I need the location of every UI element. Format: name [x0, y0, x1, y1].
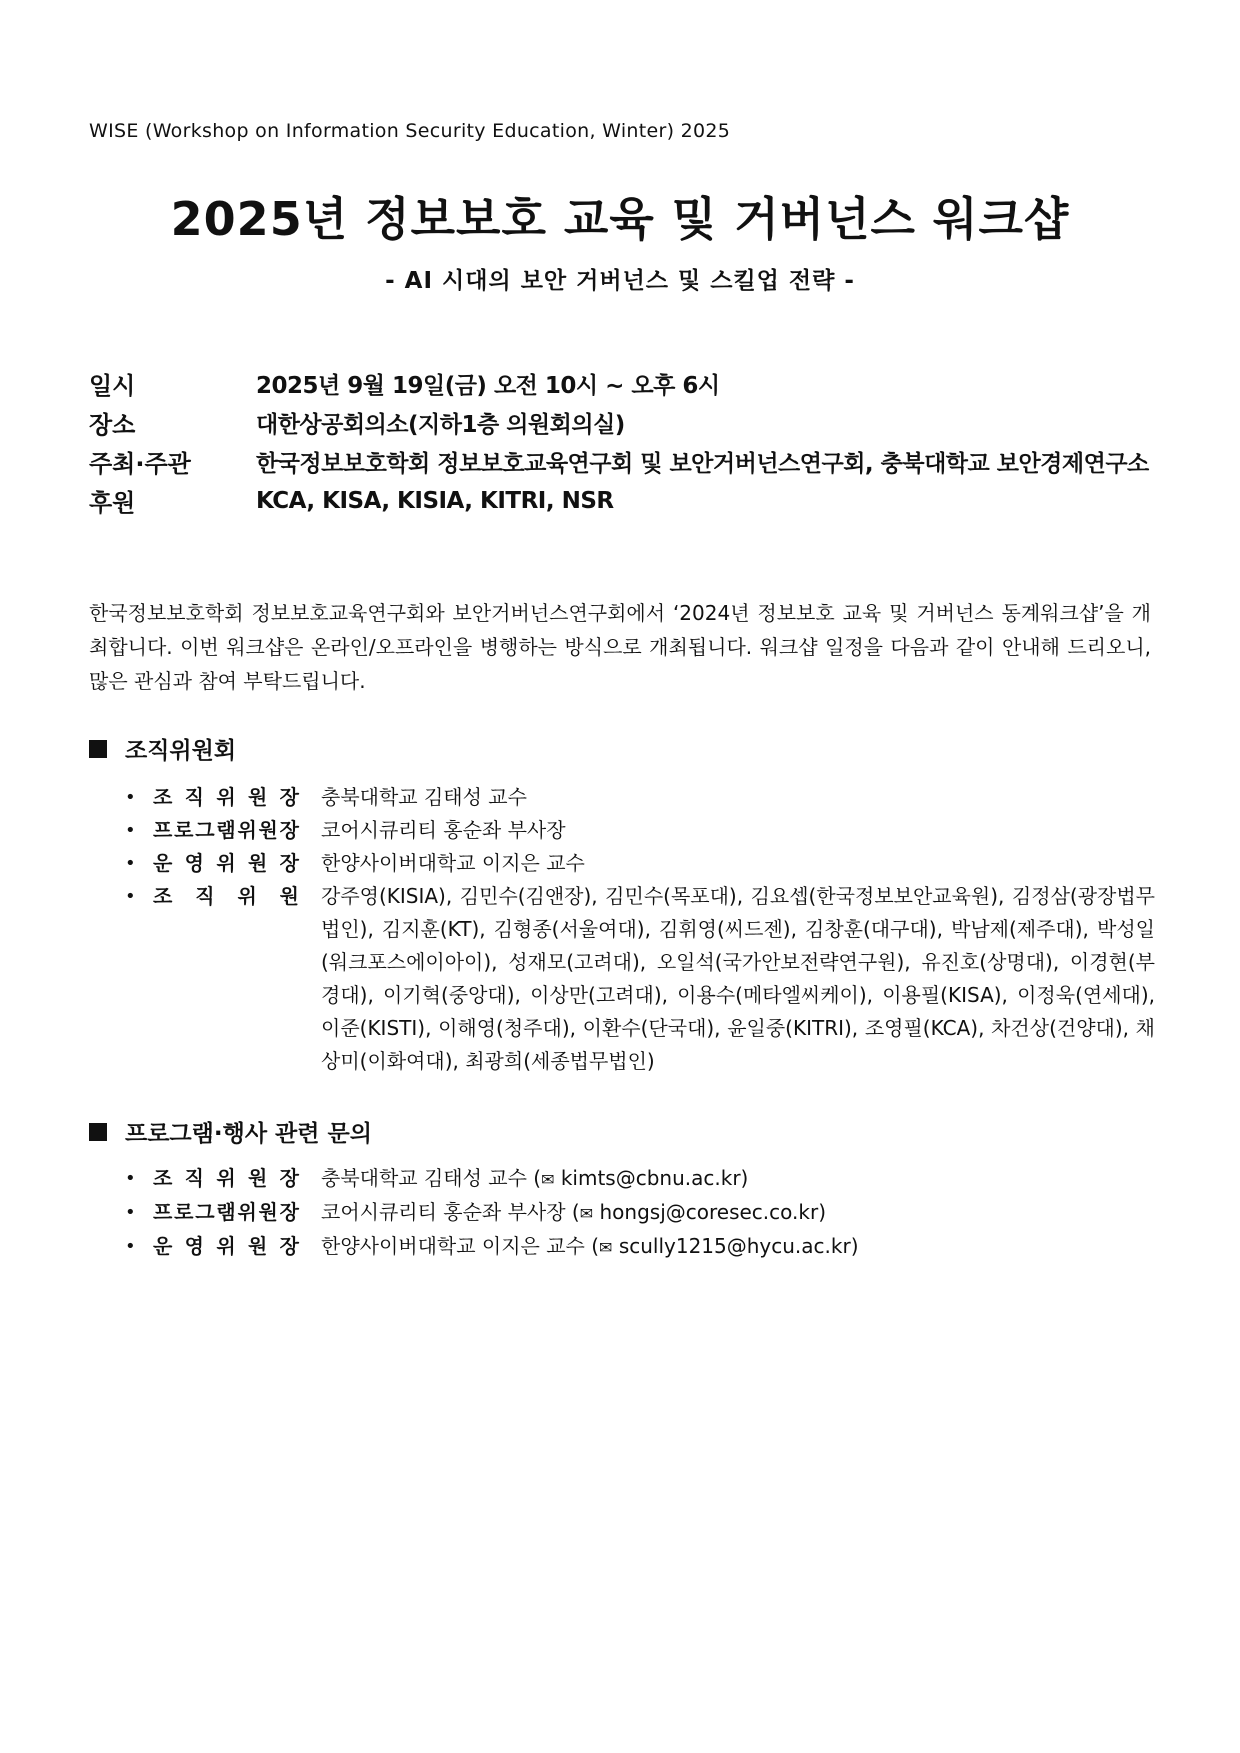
list-item — [125, 1196, 1155, 1230]
info-value: 대한상공회의소(지하1층 의원회의실) — [256, 412, 625, 438]
list-item — [125, 847, 1155, 880]
bullet-icon: • — [125, 853, 136, 874]
bullet-icon: • — [125, 1236, 136, 1257]
contact-line — [321, 1196, 1155, 1230]
bullet-icon: • — [125, 787, 136, 808]
mail-icon: ✉ — [599, 1238, 613, 1257]
list-item — [125, 1162, 1155, 1196]
info-value: 한국정보보호학회 정보보호교육연구회 및 보안거버넌스연구회, 충북대학교 보안경제연구소 — [256, 451, 1149, 477]
info-row-venue — [89, 403, 1169, 442]
page-title: 2025년 정보보호 교육 및 거버넌스 워크샵 — [170, 192, 1070, 246]
contact-person: 코어시큐리티 홍순좌 부사장 ( — [321, 1200, 580, 1224]
list-item — [125, 880, 1155, 1078]
list-item — [125, 814, 1155, 847]
list-item — [125, 1230, 1155, 1264]
email-link[interactable]: kimts@cbnu.ac.kr — [560, 1166, 741, 1190]
info-label: 주최·주관 — [89, 450, 191, 478]
role-label: 프 로 그 램 위 원 장 — [153, 818, 299, 842]
list-item — [125, 781, 1155, 814]
bullet-icon: • — [125, 886, 136, 907]
contact-list — [125, 1162, 1155, 1264]
info-label: 후원 — [89, 489, 136, 517]
committee-heading — [89, 732, 236, 765]
square-bullet-icon — [89, 740, 107, 758]
page-subtitle: - AI 시대의 보안 거버넌스 및 스킬업 전략 - — [385, 268, 855, 294]
role-label: 운 영 위 원 장 — [153, 851, 299, 875]
contact-line — [321, 1230, 1155, 1264]
info-row-host — [89, 442, 1169, 481]
intro-paragraph: 한국정보보호학회 정보보호교육연구회와 보안거버넌스연구회에서 ‘2024년 정보보호 교육 및 거버넌스 동계워크샵’을 개최합니다. 이번 워크샵은 온라인/오프라인을 병행하는 방식으로 개최됩니다. 워크샵 일정을 다음과 같이 안내해 드리오니, 많은 관심과 참여 부탁드립니다. — [89, 601, 1151, 693]
info-row-sponsor — [89, 481, 1169, 520]
mail-icon: ✉ — [579, 1204, 594, 1223]
bullet-icon: • — [125, 1168, 136, 1189]
mail-icon: ✉ — [541, 1170, 555, 1189]
role-label: 조 직 위 원 — [153, 884, 299, 908]
bullet-icon: • — [125, 1202, 136, 1223]
info-label: 장소 — [89, 411, 136, 439]
committee-list — [125, 781, 1155, 1078]
contact-heading-text: 프로그램·행사 관련 문의 — [125, 1121, 372, 1147]
role-label: 운 영 위 원 장 — [153, 1234, 299, 1258]
info-row-date — [89, 364, 1169, 403]
member-names: 코어시큐리티 홍순좌 부사장 — [321, 818, 566, 842]
bullet-icon: • — [125, 820, 136, 841]
member-names: 강주영(KISIA), 김민수(김앤장), 김민수(목포대), 김요셉(한국정보보안교육원), 김정삼(광장법무법인), 김지훈(KT), 김형종(서울여대), 김휘영(씨드젠), 김창훈(대구대), 박남제(제주대), 박성일(워크포스에이아이), 성재모(고려대), 오일석(국가안보전략연구원), 유진호(상명대), 이경현(부경대), 이기혁(중앙대), 이상만(고려대), 이용수(메타엘씨케이), 이용필(KISA), 이정욱(연세대), 이준(KISTI), 이해영(청주대), 이환수(단국대), 윤일중(KITRI), 조영필(KCA), 차건상(건양대), 채상미(이화여대), 최광희(세종법무법인) — [321, 884, 1155, 1073]
event-info — [89, 364, 1169, 520]
contact-heading — [89, 1115, 372, 1148]
email-link[interactable]: hongsj@coresec.co.kr — [599, 1200, 819, 1224]
email-link[interactable]: scully1215@hycu.ac.kr — [618, 1234, 851, 1258]
info-value: 2025년 9월 19일(금) 오전 10시 ~ 오후 6시 — [256, 373, 720, 399]
paren-close: ) — [818, 1200, 826, 1224]
paren-close: ) — [740, 1166, 749, 1190]
contact-line — [321, 1162, 1155, 1196]
square-bullet-icon — [89, 1123, 107, 1141]
info-value: KCA, KISA, KISIA, KITRI, NSR — [256, 487, 614, 514]
info-label: 일시 — [89, 372, 136, 400]
contact-person: 충북대학교 김태성 교수 ( — [321, 1166, 542, 1190]
member-names: 충북대학교 김태성 교수 — [321, 785, 527, 809]
contact-person: 한양사이버대학교 이지은 교수 ( — [321, 1234, 600, 1258]
role-label: 조 직 위 원 장 — [153, 785, 299, 809]
paren-close: ) — [850, 1234, 859, 1258]
role-label: 조 직 위 원 장 — [153, 1166, 299, 1190]
workshop-header: WISE (Workshop on Information Security Education, Winter) 2025 — [89, 120, 731, 142]
role-label: 프 로 그 램 위 원 장 — [153, 1200, 299, 1224]
member-names: 한양사이버대학교 이지은 교수 — [321, 851, 585, 875]
committee-heading-text: 조직위원회 — [125, 738, 237, 764]
